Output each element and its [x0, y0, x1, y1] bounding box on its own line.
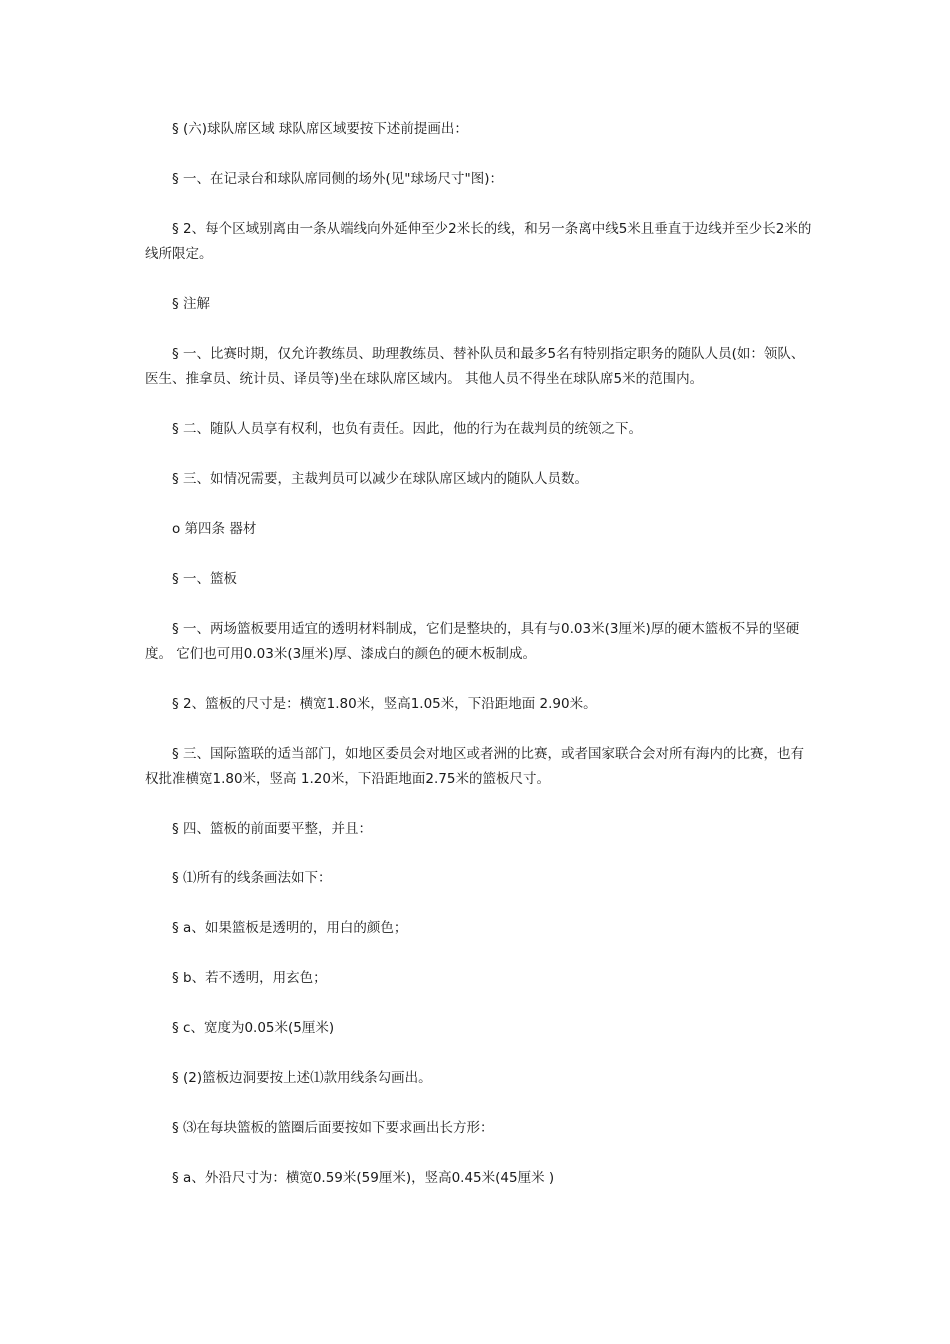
paragraph-backboard-front: § 四、篮板的前面要平整，并且： [172, 821, 373, 837]
paragraph-notes-heading: § 注解 [172, 296, 211, 312]
paragraph-backboard-material: § 一、两场篮板要用适宜的透明材料制成，它们是整块的，具有与0.03米(3厘米)厚的硬木篮板不异的坚硬度。 它们也可用0.03米(3厘米)厚、漆成白的颜色的硬木板制成。 [145, 621, 800, 662]
paragraph-rectangle-size: § a、外沿尺寸为：横宽0.59米(59厘米)，竖高0.45米(45厘米 ) [172, 1170, 555, 1186]
paragraph-opaque-color: § b、若不透明，用玄色； [172, 970, 327, 986]
paragraph-bench-personnel: § 一、比赛时期，仅允许教练员、助理教练员、替补队员和最多5名有特别指定职务的随队人员(如：领队、医生、推拿员、统计员、译员等)坐在球队席区域内。 其他人员不得坐在球队席5米的范围内。 [145, 346, 805, 387]
paragraph-transparent-color: § a、如果篮板是透明的，用白的颜色； [172, 920, 408, 936]
paragraph-bench-lines: § 2、每个区域别离由一条从端线向外延伸至少2米长的线，和另一条离中线5米且垂直于边线并至少长2米的线所限定。 [145, 221, 812, 262]
paragraph-rectangle: § ⑶在每块篮板的篮圈后面要按如下要求画出长方形： [172, 1120, 494, 1136]
paragraph-backboard-size: § 2、篮板的尺寸是：横宽1.80米，竖高1.05米，下沿距地面 2.90米。 [172, 696, 597, 712]
paragraph-team-bench-area: § (六)球队席区域 球队席区域要按下述前提画出： [172, 121, 468, 137]
paragraph-lines-drawing: § ⑴所有的线条画法如下： [172, 870, 332, 886]
paragraph-line-width: § c、宽度为0.05米(5厘米) [172, 1020, 335, 1036]
paragraph-bench-location: § 一、在记录台和球队席同侧的场外(见"球场尺寸"图)： [172, 171, 503, 187]
article-four-heading: o 第四条 器材 [172, 521, 257, 537]
paragraph-reduce-personnel: § 三、如情况需要，主裁判员可以减少在球队席区域内的随队人员数。 [172, 471, 589, 487]
paragraph-fiba-approval: § 三、国际篮联的适当部门，如地区委员会对地区或者洲的比赛，或者国家联合会对所有海内的比赛，也有权批准横宽1.80米，竖高 1.20米，下沿距地面2.75米的篮板尺寸。 [145, 746, 805, 787]
paragraph-border: § (2)篮板边洞要按上述⑴款用线条勾画出。 [172, 1070, 432, 1086]
paragraph-backboards-heading: § 一、篮板 [172, 571, 238, 587]
paragraph-personnel-responsibility: § 二、随队人员享有权利，也负有责任。因此，他的行为在裁判员的统领之下。 [172, 421, 643, 437]
